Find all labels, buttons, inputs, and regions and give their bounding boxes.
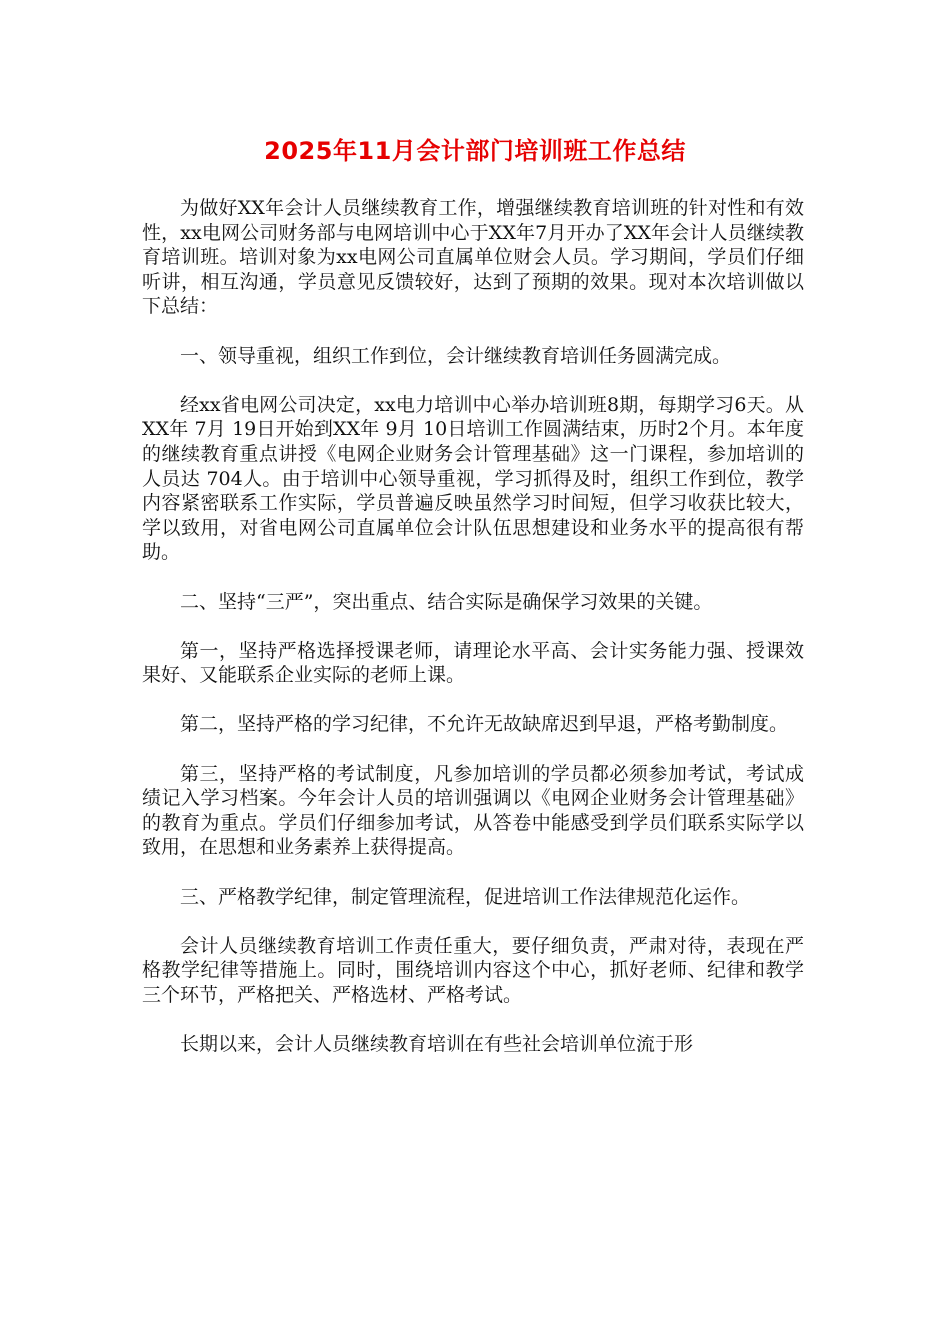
heading-section-1: 一、领导重视，组织工作到位，会计继续教育培训任务圆满完成。 xyxy=(180,344,732,367)
paragraph-first-point: 第一，坚持严格选择授课老师，请理论水平高、会计实务能力强、授课效果好、又能联系企业实际的老师上课。 xyxy=(142,639,804,687)
paragraph-continued: 长期以来，会计人员继续教育培训在有些社会培训单位流于形 xyxy=(180,1033,694,1056)
heading-section-3: 三、严格教学纪律，制定管理流程，促进培训工作法律规范化运作。 xyxy=(180,885,751,908)
document-title: 2025年11月会计部门培训班工作总结 xyxy=(264,137,686,165)
paragraph-second-point: 第二，坚持严格的学习纪律，不允许无故缺席迟到早退，严格考勤制度。 xyxy=(180,713,789,736)
paragraph-third-point: 第三，坚持严格的考试制度，凡参加培训的学员都必须参加考试，考试成绩记入学习档案。今年会计人员的培训强调以《电网企业财务会计管理基础》的教育为重点。学员们仔细参加考试，从答卷中能感受到学员们联系实际学以致用，在思想和业务素养上获得提高。 xyxy=(142,762,804,859)
document-body xyxy=(142,196,804,1081)
paragraph-intro: 为做好XX年会计人员继续教育工作，增强继续教育培训班的针对性和有效性，xx电网公司财务部与电网培训中心于XX年7月开办了XX年会计人员继续教育培训班。培训对象为xx电网公司直属单位财会人员。学习期间，学员们仔细听讲，相互沟通，学员意见反馈较好，达到了预期的效果。现对本次培训做以下总结： xyxy=(142,197,804,318)
paragraph-section-3: 会计人员继续教育培训工作责任重大，要仔细负责，严肃对待，表现在严格教学纪律等措施上。同时，围绕培训内容这个中心，抓好老师、纪律和教学三个环节，严格把关、严格选材、严格考试。 xyxy=(142,934,804,1006)
heading-section-2: 二、坚持“三严”，突出重点、结合实际是确保学习效果的关键。 xyxy=(180,590,713,613)
paragraph-section-1: 经xx省电网公司决定，xx电力培训中心举办培训班8期，每期学习6天。从 XX年 7月 19日开始到XX年 9月 10日培训工作圆满结束，历时2个月。本年度的继续教育重点讲授《电网企业财务会计管理基础》这一门课程，参加培训的人员达 704人。由于培训中心领导重视，学习抓得及时，组织工作到位，教学内容紧密联系工作实际，学员普遍反映虽然学习时间短，但学习收获比较大，学以致用，对省电网公司直属单位会计队伍思想建设和业务水平的提高很有帮助。 xyxy=(142,393,804,564)
